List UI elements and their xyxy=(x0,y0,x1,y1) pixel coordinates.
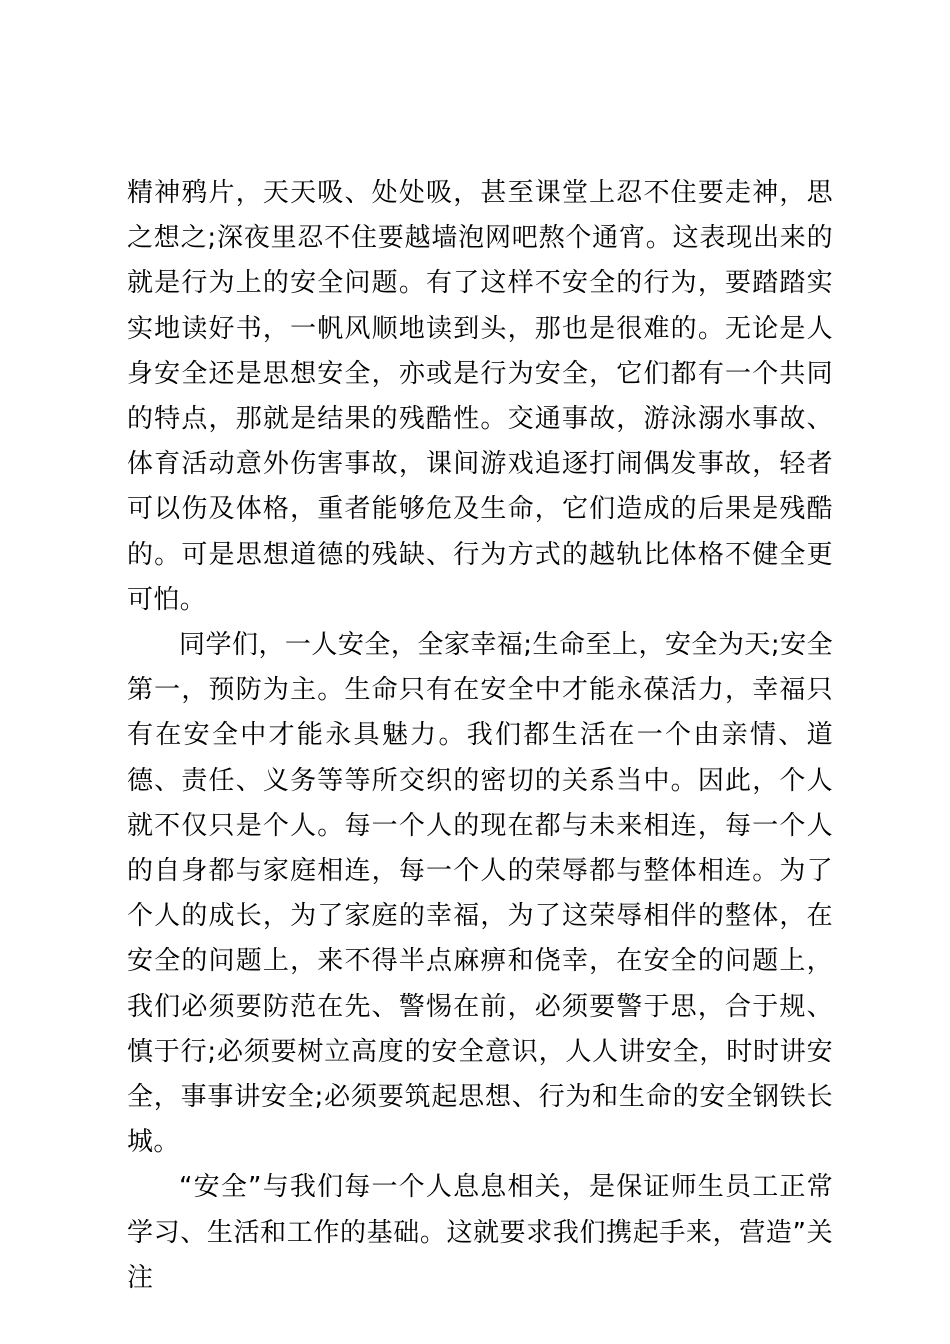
paragraph-3: “安全”与我们每一个人息息相关，是保证师生员工正常学习、生活和工作的基础。这就要求我们携起手来，营造”关注 xyxy=(127,1172,833,1293)
document-body xyxy=(127,171,833,1301)
paragraph-2: 同学们，一人安全，全家幸福;生命至上，安全为天;安全第一，预防为主。生命只有在安全中才能永葆活力，幸福只有在安全中才能永具魅力。我们都生活在一个由亲情、道德、责任、义务等等所交织的密切的关系当中。因此，个人就不仅只是个人。每一个人的现在都与未来相连，每一个人的自身都与家庭相连，每一个人的荣辱都与整体相连。为了个人的成长，为了家庭的幸福，为了这荣辱相伴的整体，在安全的问题上，来不得半点麻痹和侥幸，在安全的问题上，我们必须要防范在先、警惕在前，必须要警于思，合于规、慎于行;必须要树立高度的安全意识，人人讲安全，时时讲安全，事事讲安全;必须要筑起思想、行为和生命的安全钢铁长城。 xyxy=(127,630,833,1158)
paragraph-1: 精神鸦片，天天吸、处处吸，甚至课堂上忍不住要走神，思之想之;深夜里忍不住要越墙泡网吧熬个通宵。这表现出来的就是行为上的安全问题。有了这样不安全的行为，要踏踏实实地读好书，一帆风顺地读到头，那也是很难的。无论是人身安全还是思想安全，亦或是行为安全，它们都有一个共同的特点，那就是结果的残酷性。交通事故，游泳溺水事故、体育活动意外伤害事故，课间游戏追逐打闹偶发事故，轻者可以伤及体格，重者能够危及生命，它们造成的后果是残酷的。可是思想道德的残缺、行为方式的越轨比体格不健全更可怕。 xyxy=(127,178,833,615)
